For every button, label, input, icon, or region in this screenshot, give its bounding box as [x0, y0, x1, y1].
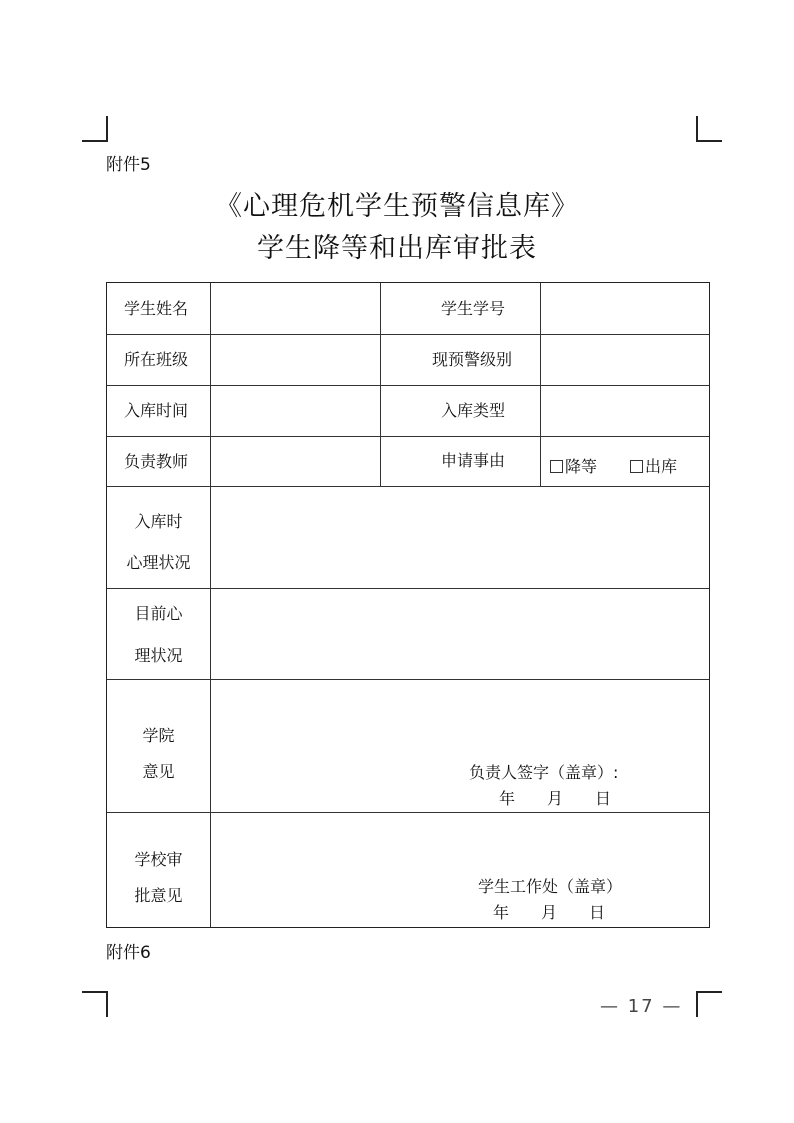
current-level-field[interactable]	[541, 335, 709, 385]
exit-checkbox[interactable]	[630, 460, 643, 473]
downgrade-checkbox[interactable]	[550, 460, 563, 473]
option-exit[interactable]	[630, 459, 677, 475]
teacher-field[interactable]	[211, 437, 379, 486]
college-signature-label: 负责人签字（盖章）:	[469, 763, 619, 782]
teacher-label: 负责教师	[124, 452, 189, 471]
class-label: 所在班级	[124, 350, 189, 369]
crop-mark-top-right	[696, 116, 722, 142]
approval-form-table	[106, 282, 710, 928]
entry-time-field[interactable]	[211, 386, 379, 436]
entry-type-label: 入库类型	[441, 401, 506, 420]
entry-time-label: 入库时间	[124, 401, 189, 420]
school-approval-field[interactable]	[211, 813, 709, 927]
school-stamp-label: 学生工作处（盖章）	[478, 877, 623, 896]
option-downgrade[interactable]	[550, 459, 597, 475]
current-state-label-line1: 目前心	[134, 604, 183, 623]
student-name-label: 学生姓名	[124, 299, 189, 318]
current-level-label: 现预警级别	[432, 350, 513, 369]
entry-state-field[interactable]	[211, 487, 709, 587]
crop-mark-top-left	[82, 116, 108, 142]
student-id-field[interactable]	[541, 283, 709, 333]
student-id-label: 学生学号	[441, 299, 506, 318]
form-title-line1: 《心理危机学生预警信息库》	[215, 191, 579, 222]
entry-state-label-line1: 入库时	[134, 512, 183, 531]
entry-state-label-line2: 心理状况	[126, 553, 191, 572]
class-field[interactable]	[211, 335, 379, 385]
school-date-label: 年 月 日	[493, 903, 606, 922]
entry-type-field[interactable]	[541, 386, 709, 436]
school-approval-label-line1: 学校审	[134, 850, 183, 869]
college-opinion-label-line1: 学院	[142, 726, 175, 745]
form-title-line2: 学生降等和出库审批表	[257, 233, 537, 264]
school-approval-label-line2: 批意见	[134, 886, 183, 905]
downgrade-option-label: 降等	[565, 457, 598, 476]
exit-option-label: 出库	[645, 457, 678, 476]
page-number: — 17 —	[600, 996, 683, 1017]
college-opinion-field[interactable]	[211, 680, 709, 812]
attachment-label-top: 附件5	[106, 155, 151, 175]
college-opinion-label-line2: 意见	[142, 762, 175, 781]
crop-mark-bottom-right	[696, 991, 722, 1017]
reason-label: 申请事由	[441, 451, 506, 470]
crop-mark-bottom-left	[82, 991, 108, 1017]
college-date-label: 年 月 日	[499, 789, 612, 808]
current-state-label-line2: 理状况	[134, 646, 183, 665]
current-state-field[interactable]	[211, 589, 709, 679]
student-name-field[interactable]	[211, 283, 379, 333]
attachment-label-bottom: 附件6	[106, 943, 151, 963]
